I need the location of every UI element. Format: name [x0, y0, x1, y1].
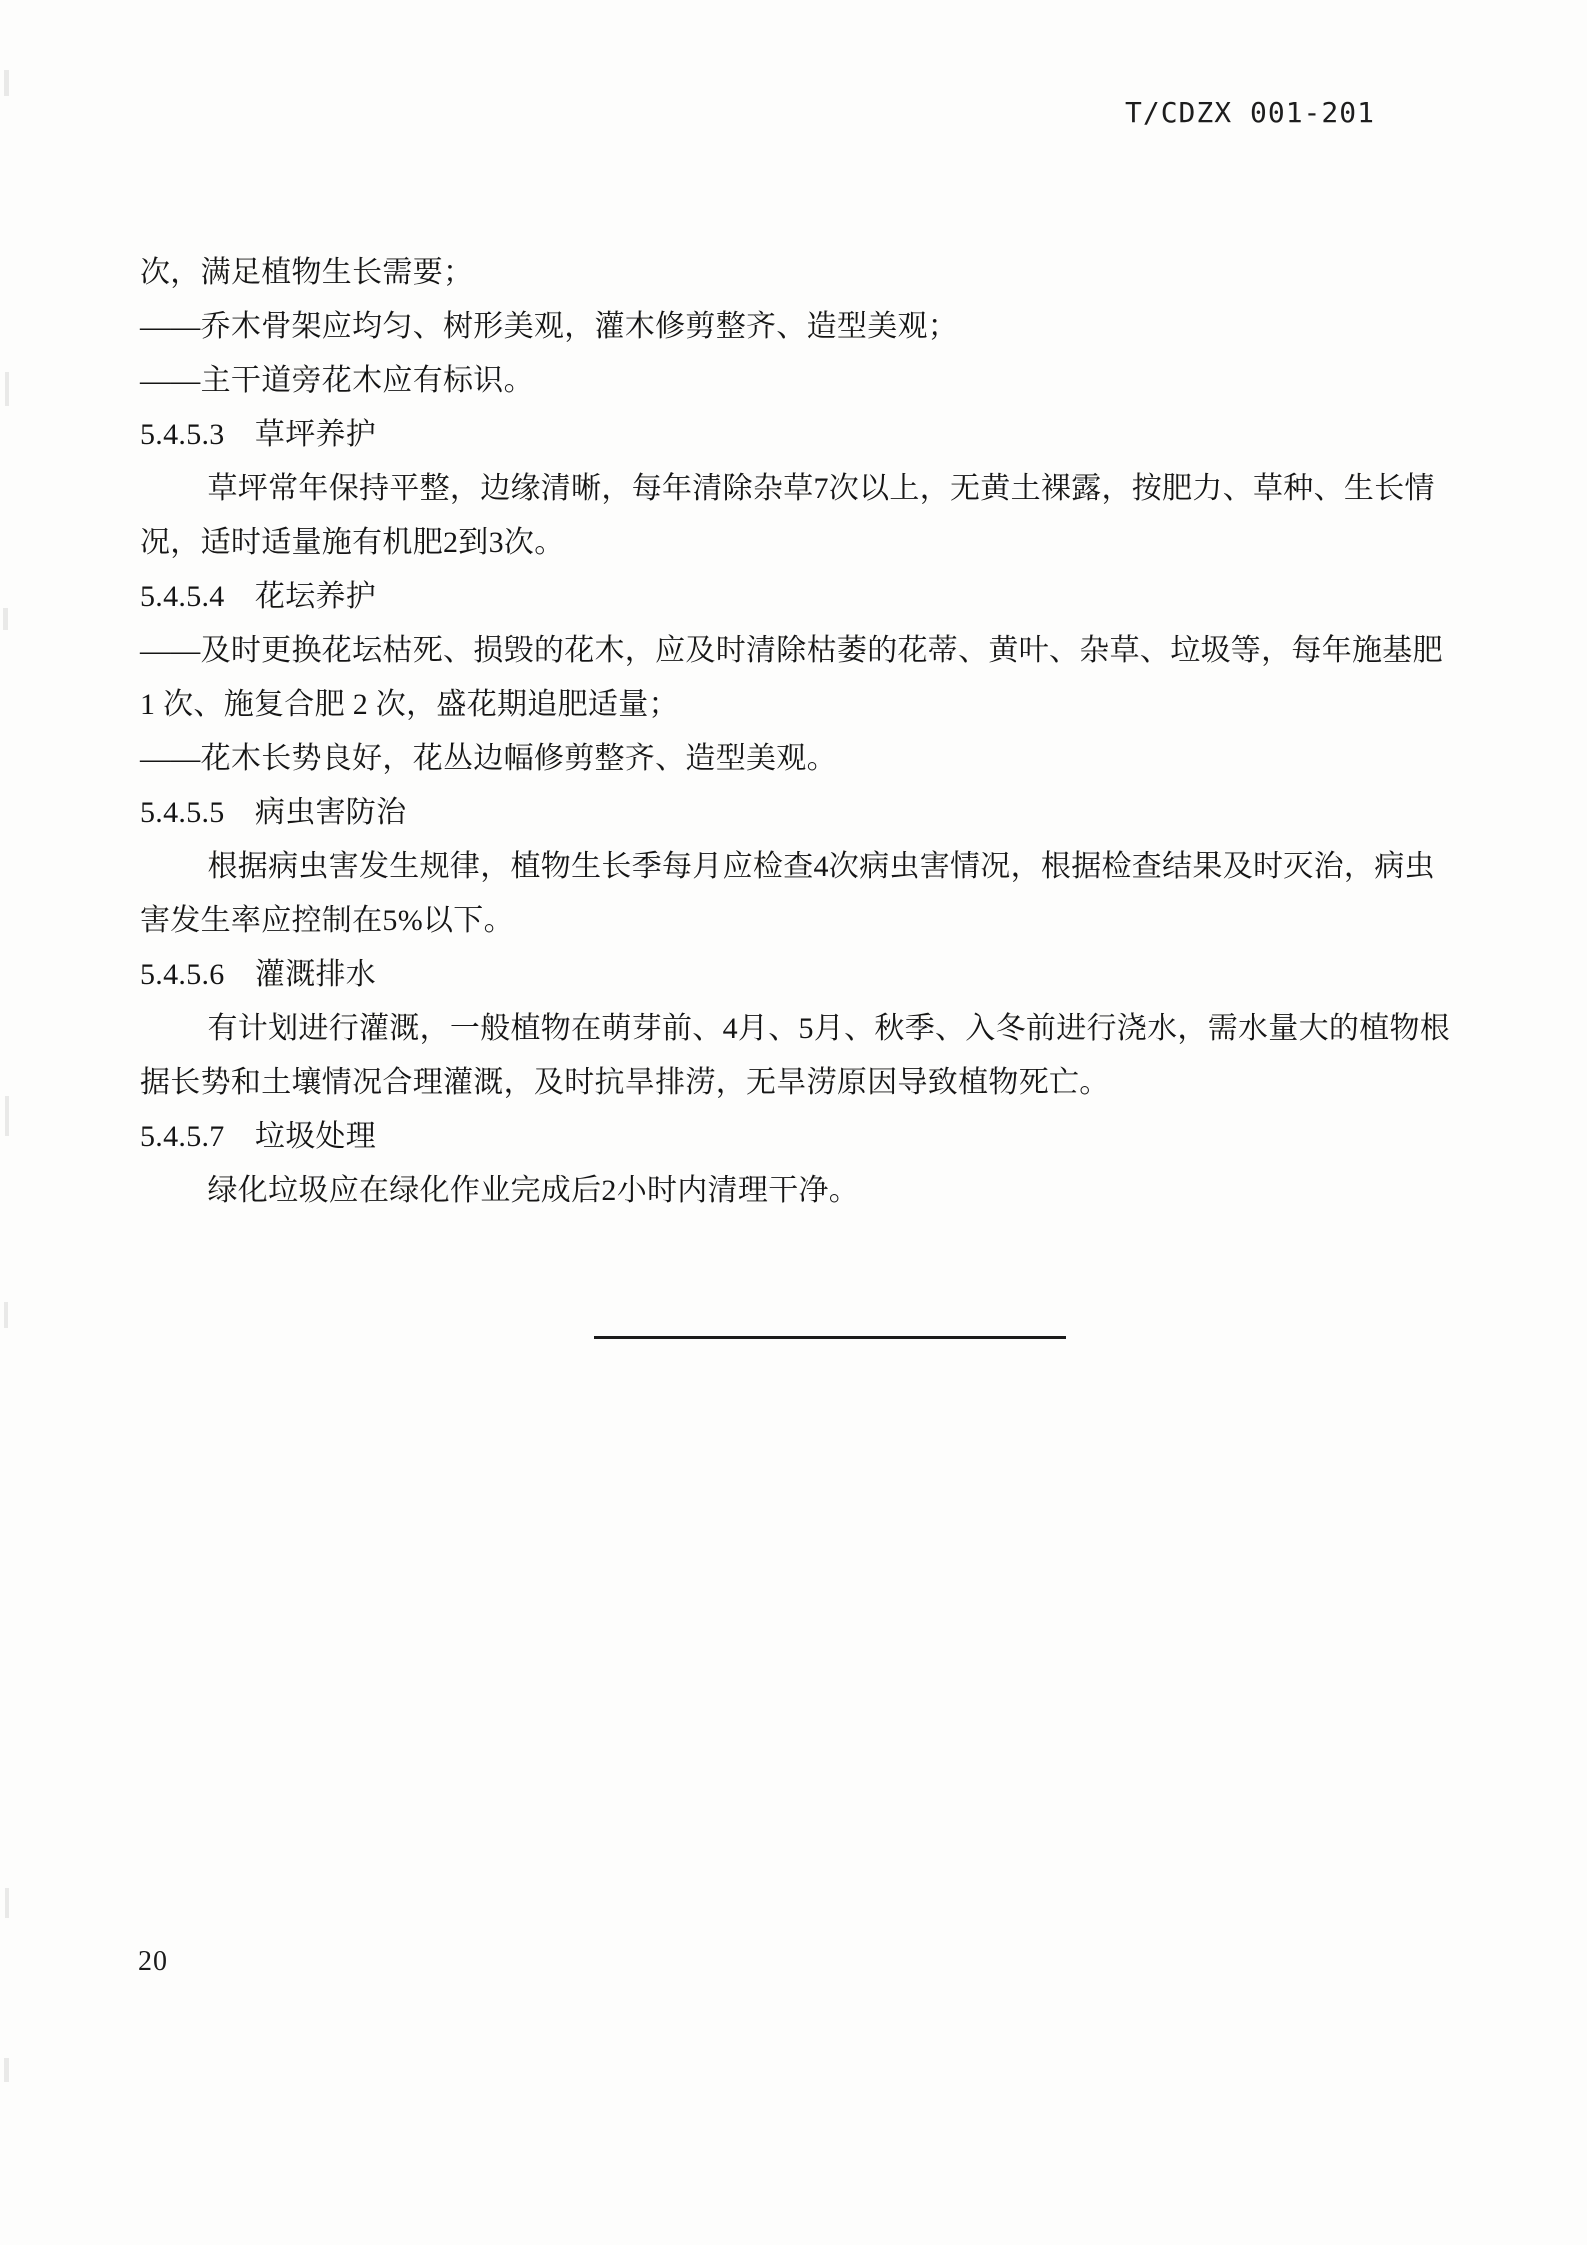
section-heading: 5.4.5.7 垃圾处理: [140, 1120, 377, 1153]
section-heading: 5.4.5.6 灌溉排水: [140, 958, 377, 991]
body-line-dash-item: ——乔木骨架应均匀、树形美观，灌木修剪整齐、造型美观；: [140, 310, 959, 343]
page-number: 20: [138, 1946, 168, 1977]
scan-artifact: [5, 372, 9, 406]
body-line-continuation: 1 次、施复合肥 2 次，盛花期追肥适量；: [140, 688, 679, 721]
document-reference-number: T/CDZX 001-201: [1124, 96, 1375, 129]
body-line-paragraph: 草坪常年保持平整，边缘清晰，每年清除杂草7次以上，无黄土裸露，按肥力、草种、生长情: [207, 472, 1435, 505]
scan-artifact: [5, 1888, 9, 1918]
scan-artifact: [4, 70, 9, 96]
end-of-document-rule: [594, 1336, 1066, 1339]
body-line-continuation: 据长势和土壤情况合理灌溉，及时抗旱排涝，无旱涝原因导致植物死亡。: [140, 1066, 1110, 1099]
scan-artifact: [5, 1096, 9, 1136]
section-heading: 5.4.5.4 花坛养护: [140, 580, 377, 613]
body-line-dash-item: ——花木长势良好，花丛边幅修剪整齐、造型美观。: [140, 742, 837, 775]
scan-artifact: [3, 608, 8, 630]
body-line-dash-item: ——主干道旁花木应有标识。: [140, 364, 534, 397]
body-line-continuation: 害发生率应控制在5%以下。: [140, 904, 514, 937]
body-line-paragraph: 有计划进行灌溉，一般植物在萌芽前、4月、5月、秋季、入冬前进行浇水，需水量大的植物根: [207, 1012, 1451, 1045]
body-line-paragraph: 根据病虫害发生规律，植物生长季每月应检查4次病虫害情况，根据检查结果及时灭治，病虫: [207, 850, 1435, 883]
body-line-dash-item: ——及时更换花坛枯死、损毁的花木，应及时清除枯萎的花蒂、黄叶、杂草、垃圾等，每年施基肥: [140, 634, 1443, 667]
scan-artifact: [4, 2058, 9, 2082]
section-heading: 5.4.5.5 病虫害防治: [140, 796, 407, 829]
scan-artifact: [4, 1302, 8, 1328]
body-line-continuation: 况，适时适量施有机肥2到3次。: [140, 526, 565, 559]
document-body: [140, 246, 1452, 1218]
body-line-continuation: 次，满足植物生长需要；: [140, 256, 474, 289]
body-line-paragraph: 绿化垃圾应在绿化作业完成后2小时内清理干净。: [207, 1174, 860, 1207]
section-heading: 5.4.5.3 草坪养护: [140, 418, 377, 451]
